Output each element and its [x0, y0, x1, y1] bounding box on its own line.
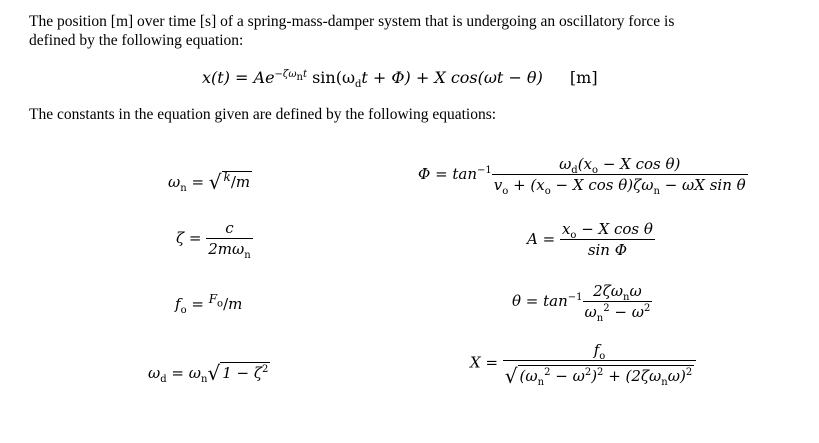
- intro-paragraph: [29, 12, 799, 50]
- theta-fraction: $\frac{2\zeta\omega_n\omega}{\omega_n^2 - \omega^2}$: [584, 282, 651, 324]
- equation-omega-n: $\omega_n$ = √ $^k$/m: [168, 170, 251, 194]
- intro-line-2: defined by the following equation:: [29, 32, 244, 49]
- equation-zeta: ζ = $\frac{c}{2m\omega_n}$: [176, 219, 251, 261]
- equation-omega-d: $\omega_d = \omega_n√$ $1 - \zeta^2$: [148, 361, 269, 385]
- equation-theta: $\theta = \tan^{-1}$ $\frac{2\zeta\omega_n\omega}{\omega_n^2 - \omega^2}$: [512, 282, 651, 324]
- phi-fraction: $\frac{\omega_d(x_o - X \cos \theta)}{v_o + (x_o - X \cos \theta)\zeta\omega_n - \omega X \sin \theta}$: [493, 155, 746, 197]
- equation-A: A = $\frac{x_o - X \cos \theta}{\text{sin Φ}}$: [527, 220, 653, 259]
- A-fraction: $\frac{x_o - X \cos \theta}{\text{sin Φ}}$: [561, 220, 653, 259]
- X-fraction: $\frac{f_o}{√ (\omega_n^2 - \omega^2)^2 + (2\zeta\omega_n\omega)^2}$: [503, 343, 696, 384]
- constants-sentence: The constants in the equation given are defined by the following equations:: [29, 106, 497, 123]
- equation-phi: $\Phi = \tan^{-1}$ $\frac{\omega_d(x_o - X \cos \theta)}{v_o + (x_o - X \cos \theta)\zeta\omega_n - \omega X \sin \theta}$: [418, 155, 746, 197]
- position-equation: $x(t) = Ae^{-\zeta\omega_nt}$ $\sin(\omega_dt + \Phi) + X$ cos(ωt − θ) [m]: [202, 68, 598, 91]
- unit-label: [m]: [569, 68, 598, 87]
- equation-f0: $f_o = ^{F_o}/m$: [175, 292, 243, 316]
- equation-X: X = $\frac{f_o}{√ (\omega_n^2 - \omega^2)^2 + (2\zeta\omega_n\omega)^2}$: [470, 343, 696, 384]
- intro-line-1: The position [m] over time [s] of a spring-mass-damper system that is undergoing an oscillatory force is: [29, 13, 675, 30]
- zeta-fraction: $\frac{c}{2m\omega_n}$: [208, 219, 251, 261]
